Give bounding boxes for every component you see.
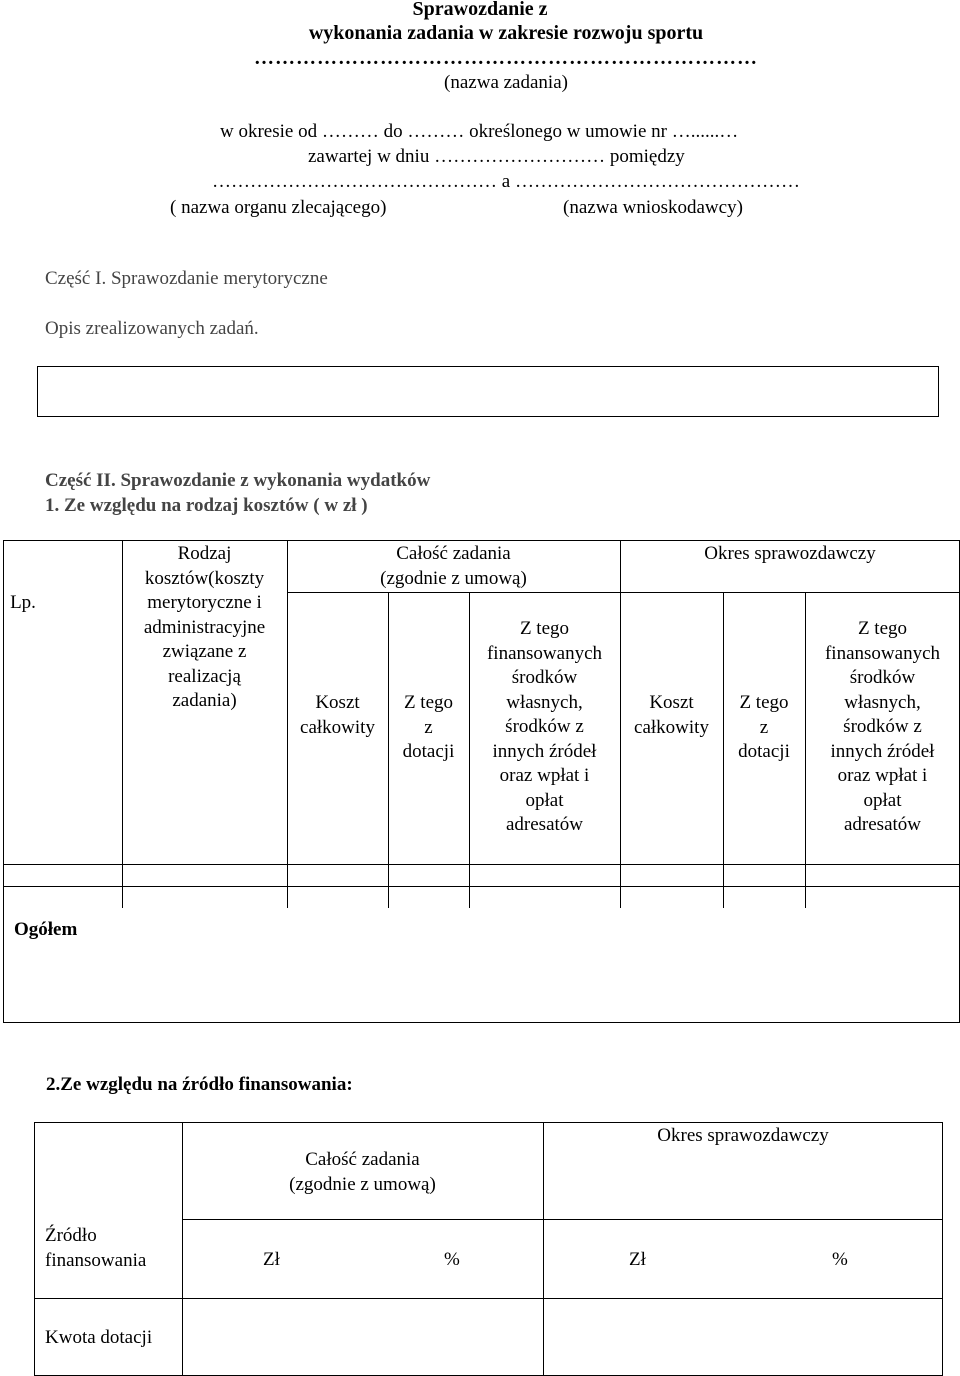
report-title-line2: wykonania zadania w zakresie rozwoju sportu bbox=[308, 22, 704, 44]
description-box bbox=[37, 366, 939, 417]
own-funds-header: Z tego finansowanych środków własnych, środków z innych źródeł oraz wpłat i opłat adresatów bbox=[486, 618, 603, 835]
total-row-label: Ogółem bbox=[14, 919, 78, 940]
parties-line: ……………………………………… a ……………………………………… bbox=[212, 171, 800, 192]
description-label: Opis zrealizowanych zadań. bbox=[45, 318, 259, 339]
applicant-hint: (nazwa wnioskodawcy) bbox=[563, 197, 743, 218]
col-cost-type: Rodzaj kosztów(koszty merytoryczne i administracyjne związane z realizacją zadania) bbox=[143, 543, 266, 711]
period-own-funds-header: Z tego finansowanych środków własnych, środków z innych źródeł oraz wpłat i opłat adresatów bbox=[824, 618, 941, 835]
source-row-label: Źródło finansowania bbox=[45, 1225, 147, 1271]
grant-header: Z tego z dotacji bbox=[402, 692, 455, 762]
period-grant-header: Z tego z dotacji bbox=[738, 692, 790, 762]
total-percent-header: % bbox=[444, 1249, 460, 1270]
source-group-period: Okres sprawozdawczy bbox=[657, 1125, 829, 1146]
task-name-dots: ……………………………………………………………… bbox=[254, 47, 758, 69]
task-name-hint: (nazwa zadania) bbox=[444, 72, 568, 93]
period-line: w okresie od ……… do ……… określonego w umowie nr …......… bbox=[220, 121, 739, 142]
group-total-task: Całość zadania (zgodnie z umową) bbox=[380, 543, 527, 589]
concluded-line: zawartej w dniu ……………………… pomiędzy bbox=[308, 146, 685, 167]
grant-amount-label: Kwota dotacji bbox=[45, 1327, 153, 1348]
period-total-cost-header: Koszt całkowity bbox=[634, 692, 709, 738]
total-zl-header: Zł bbox=[263, 1249, 280, 1270]
col-lp: Lp. bbox=[10, 592, 36, 613]
source-heading: 2.Ze względu na źródło finansowania: bbox=[46, 1074, 353, 1095]
period-zl-header: Zł bbox=[629, 1249, 646, 1270]
cost-type-subheading: 1. Ze względu na rodzaj kosztów ( w zł ) bbox=[45, 495, 368, 516]
total-cost-header: Koszt całkowity bbox=[300, 692, 375, 738]
period-percent-header: % bbox=[832, 1249, 848, 1270]
report-title-line1: Sprawozdanie z bbox=[412, 0, 548, 20]
source-group-total: Całość zadania (zgodnie z umową) bbox=[289, 1149, 436, 1195]
organ-hint: ( nazwa organu zlecającego) bbox=[170, 197, 387, 218]
part2-heading: Część II. Sprawozdanie z wykonania wydatków bbox=[45, 470, 431, 491]
group-reporting-period: Okres sprawozdawczy bbox=[704, 543, 876, 564]
part1-heading: Część I. Sprawozdanie merytoryczne bbox=[45, 268, 328, 289]
